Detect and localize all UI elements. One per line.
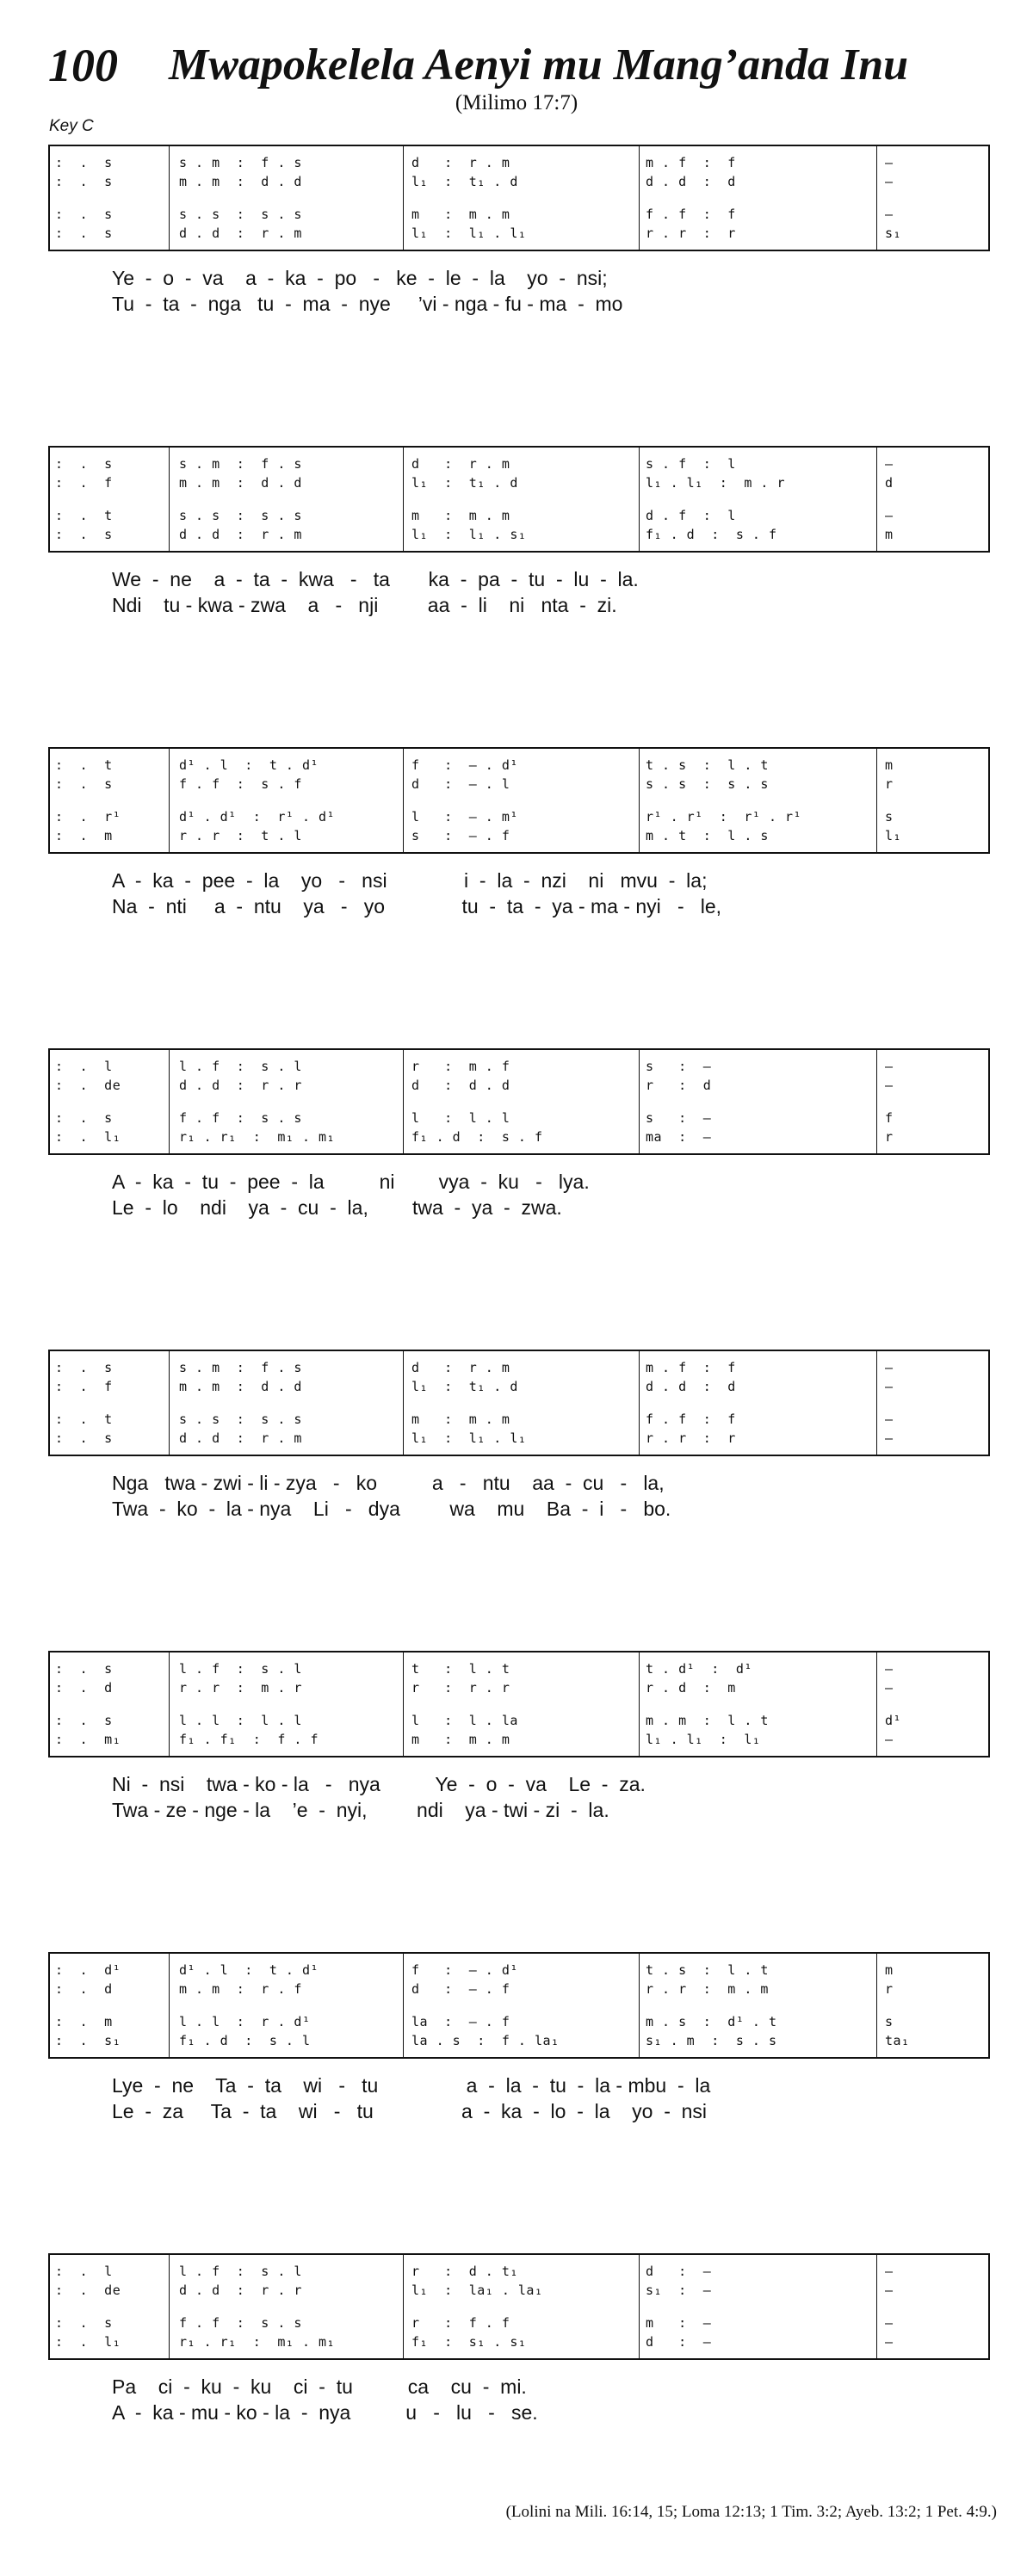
notation-cell: d : – . l (411, 776, 510, 792)
bar-line (639, 749, 640, 852)
notation-cell: : . s (55, 2315, 113, 2331)
notation-cell: : . m (55, 828, 113, 843)
notation-cell: : . t (55, 1412, 113, 1427)
music-system (48, 1651, 990, 1757)
notation-cell: f₁ . f₁ : f . f (179, 1732, 319, 1747)
notation-cell: : . s (55, 527, 113, 542)
notation-cell: : . m₁ (55, 1732, 121, 1747)
lyric-line: Ndi tu - kwa - zwa a - nji aa - li ni nta - zi. (112, 594, 617, 616)
notation-cell: ma : — (646, 1129, 712, 1145)
notation-cell: : . s (55, 225, 113, 241)
notation-cell: d . d : d (646, 174, 736, 189)
bar-line (639, 1652, 640, 1756)
notation-cell: l . l : r . d¹ (179, 2014, 311, 2029)
notation-cell: : . r¹ (55, 809, 121, 825)
notation-cell: r₁ . r₁ : m₁ . m₁ (179, 1129, 336, 1145)
notation-cell: l : – . m¹ (411, 809, 518, 825)
notation-cell: r (885, 776, 894, 792)
notation-cell: : . s (55, 1713, 113, 1728)
notation-cell: l₁ . l₁ : l₁ (646, 1732, 761, 1747)
notation-cell: d¹ (885, 1713, 902, 1728)
notation-cell: m (885, 527, 894, 542)
bar-line (639, 2255, 640, 2358)
notation-cell: t : l . t (411, 1661, 510, 1677)
footer-references: (Lolini na Mili. 16:14, 15; Loma 12:13; 1 Tim. 3:2; Ayeb. 13:2; 1 Pet. 4:9.) (505, 2503, 997, 2521)
notation-cell: — (885, 1379, 894, 1394)
music-system (48, 1350, 990, 1456)
bar-line (169, 1954, 170, 2057)
notation-cell: m . t : l . s (646, 828, 769, 843)
notation-cell: — (885, 2264, 894, 2279)
notation-cell: : . f (55, 475, 113, 491)
notation-cell: d¹ . d¹ : r¹ . d¹ (179, 809, 336, 825)
notation-cell: s₁ : — (646, 2283, 712, 2298)
notation-cell: d . d : r . m (179, 1430, 302, 1446)
notation-cell: : . l₁ (55, 1129, 121, 1145)
hymn-number: 100 (48, 40, 118, 91)
notation-cell: : . l (55, 2264, 113, 2279)
notation-cell: l . f : s . l (179, 1059, 302, 1074)
notation-cell: — (885, 1661, 894, 1677)
notation-cell: — (885, 1430, 894, 1446)
notation-cell: d : r . m (411, 155, 510, 170)
notation-cell: : . t (55, 757, 113, 773)
notation-cell: ta₁ (885, 2033, 910, 2048)
notation-cell: — (885, 174, 894, 189)
notation-cell: : . s (55, 207, 113, 222)
notation-cell: r₁ . r₁ : m₁ . m₁ (179, 2334, 336, 2350)
notation-cell: — (885, 508, 894, 523)
notation-cell: s . f : l (646, 456, 736, 472)
notation-cell: : . de (55, 2283, 121, 2298)
bar-line (639, 1351, 640, 1455)
notation-cell: d . f : l (646, 508, 736, 523)
notation-cell: — (885, 1059, 894, 1074)
notation-cell: f : – . d¹ (411, 757, 518, 773)
notation-cell: s₁ (885, 225, 902, 241)
notation-cell: m . m : r . f (179, 1981, 302, 1997)
notation-cell: r (885, 1981, 894, 1997)
notation-cell: s (885, 2014, 894, 2029)
notation-cell: r . r : r (646, 225, 736, 241)
notation-cell: r¹ . r¹ : r¹ . r¹ (646, 809, 802, 825)
notation-cell: s₁ . m : s . s (646, 2033, 777, 2048)
notation-cell: : . f (55, 1379, 113, 1394)
notation-cell: t . s : l . t (646, 1962, 769, 1978)
notation-cell: : . s (55, 155, 113, 170)
bar-line (403, 146, 404, 250)
notation-cell: s : — (646, 1059, 712, 1074)
notation-cell: f₁ : s₁ . s₁ (411, 2334, 527, 2350)
notation-cell: d : d . d (411, 1078, 510, 1093)
hymn-title: Mwapokelela Aenyi mu Mang’anda Inu (169, 40, 909, 90)
notation-cell: l . l : l . l (179, 1713, 302, 1728)
music-system (48, 1952, 990, 2059)
notation-cell: s . m : f . s (179, 456, 302, 472)
bar-line (876, 1050, 877, 1153)
bar-line (403, 1050, 404, 1153)
bar-line (639, 1050, 640, 1153)
bar-line (169, 146, 170, 250)
notation-cell: d¹ . l : t . d¹ (179, 1962, 319, 1978)
notation-cell: l₁ : t₁ . d (411, 174, 518, 189)
notation-cell: s : — (646, 1110, 712, 1126)
notation-cell: f₁ . d : s . l (179, 2033, 311, 2048)
notation-cell: : . s (55, 1661, 113, 1677)
lyric-line: Lye - ne Ta - ta wi - tu a - la - tu - la - mbu - la (112, 2074, 711, 2097)
notation-cell: — (885, 2315, 894, 2331)
notation-cell: d : — (646, 2334, 712, 2350)
notation-cell: : . m (55, 2014, 113, 2029)
bar-line (169, 1652, 170, 1756)
notation-cell: l . f : s . l (179, 1661, 302, 1677)
notation-cell: l₁ : l₁ . s₁ (411, 527, 527, 542)
bar-line (403, 448, 404, 551)
lyric-line: Twa - ko - la - nya Li - dya wa mu Ba - i - bo. (112, 1498, 671, 1520)
lyric-line: Le - za Ta - ta wi - tu a - ka - lo - la yo - nsi (112, 2100, 708, 2122)
notation-cell: l : l . l (411, 1110, 510, 1126)
notation-cell: d . d : r . r (179, 2283, 302, 2298)
notation-cell: s . m : f . s (179, 1360, 302, 1375)
notation-cell: f . f : f (646, 207, 736, 222)
bar-line (403, 1652, 404, 1756)
notation-cell: — (885, 1360, 894, 1375)
notation-cell: : . t (55, 508, 113, 523)
notation-cell: m . f : f (646, 155, 736, 170)
notation-cell: : . l (55, 1059, 113, 1074)
bar-line (876, 146, 877, 250)
notation-cell: f . f : f (646, 1412, 736, 1427)
bar-line (169, 2255, 170, 2358)
music-system (48, 145, 990, 251)
notation-cell: l₁ : l₁ . l₁ (411, 225, 527, 241)
notation-cell: : . s₁ (55, 2033, 121, 2048)
notation-cell: d . d : r . r (179, 1078, 302, 1093)
notation-cell: m : m . m (411, 1732, 510, 1747)
notation-cell: m : m . m (411, 1412, 510, 1427)
notation-cell: : . s (55, 456, 113, 472)
notation-cell: m . s : d¹ . t (646, 2014, 777, 2029)
notation-cell: s . s : s . s (179, 1412, 302, 1427)
notation-cell: l₁ (885, 828, 902, 843)
bar-line (169, 749, 170, 852)
notation-cell: r . r : m . m (646, 1981, 769, 1997)
lyric-line: Le - lo ndi ya - cu - la, twa - ya - zwa. (112, 1196, 562, 1219)
notation-cell: m . m : d . d (179, 475, 302, 491)
notation-cell: : . s (55, 1360, 113, 1375)
notation-cell: — (885, 207, 894, 222)
notation-cell: d . d : r . m (179, 225, 302, 241)
key-signature: Key C (49, 117, 94, 135)
notation-cell: d : r . m (411, 456, 510, 472)
notation-cell: f : – . d¹ (411, 1962, 518, 1978)
notation-cell: f . f : s . s (179, 2315, 302, 2331)
notation-cell: f (885, 1110, 894, 1126)
notation-cell: r . r : t . l (179, 828, 302, 843)
notation-cell: d . d : d (646, 1379, 736, 1394)
lyric-line: A - ka - tu - pee - la ni vya - ku - lya. (112, 1171, 590, 1193)
notation-cell: f₁ . d : s . f (411, 1129, 543, 1145)
notation-cell: la : – . f (411, 2014, 510, 2029)
notation-cell: : . d¹ (55, 1962, 121, 1978)
notation-cell: : . s (55, 1110, 113, 1126)
notation-cell: : . s (55, 776, 113, 792)
notation-cell: — (885, 2283, 894, 2298)
notation-cell: : . l₁ (55, 2334, 121, 2350)
bar-line (169, 1050, 170, 1153)
notation-cell: r . r : m . r (179, 1680, 302, 1696)
notation-cell: s . m : f . s (179, 155, 302, 170)
notation-cell: : . de (55, 1078, 121, 1093)
notation-cell: d : r . m (411, 1360, 510, 1375)
lyric-line: Ye - o - va a - ka - po - ke - le - la yo - nsi; (112, 267, 608, 289)
notation-cell: la . s : f . la₁ (411, 2033, 560, 2048)
notation-cell: d (885, 475, 894, 491)
notation-cell: m . m : l . t (646, 1713, 769, 1728)
notation-cell: : . d (55, 1680, 113, 1696)
notation-cell: r : d . t₁ (411, 2264, 518, 2279)
lyric-line: Na - nti a - ntu ya - yo tu - ta - ya - ma - nyi - le, (112, 895, 722, 917)
notation-cell: — (885, 456, 894, 472)
lyric-line: A - ka - mu - ko - la - nya u - lu - se. (112, 2401, 538, 2424)
notation-cell: — (885, 2334, 894, 2350)
lyric-line: Nga twa - zwi - li - zya - ko a - ntu aa - cu - la, (112, 1472, 665, 1494)
notation-cell: r . r : r (646, 1430, 736, 1446)
notation-cell: m . f : f (646, 1360, 736, 1375)
music-system (48, 2253, 990, 2360)
bar-line (876, 1954, 877, 2057)
notation-cell: — (885, 1078, 894, 1093)
notation-cell: — (885, 1680, 894, 1696)
bar-line (169, 1351, 170, 1455)
notation-cell: l : l . la (411, 1713, 518, 1728)
notation-cell: m : m . m (411, 207, 510, 222)
bar-line (876, 1652, 877, 1756)
notation-cell: d¹ . l : t . d¹ (179, 757, 319, 773)
notation-cell: l₁ : l₁ . l₁ (411, 1430, 527, 1446)
notation-cell: l₁ : t₁ . d (411, 475, 518, 491)
notation-cell: — (885, 1412, 894, 1427)
notation-cell: r (885, 1129, 894, 1145)
bar-line (876, 448, 877, 551)
notation-cell: m . m : d . d (179, 174, 302, 189)
notation-cell: r : r . r (411, 1680, 510, 1696)
notation-cell: : . s (55, 1430, 113, 1446)
notation-cell: : . d (55, 1981, 113, 1997)
scripture-reference: (Milimo 17:7) (455, 91, 578, 114)
bar-line (876, 749, 877, 852)
bar-line (403, 749, 404, 852)
notation-cell: f . f : s . f (179, 776, 302, 792)
notation-cell: m : m . m (411, 508, 510, 523)
lyric-line: A - ka - pee - la yo - nsi i - la - nzi ni mvu - la; (112, 869, 708, 892)
bar-line (639, 448, 640, 551)
notation-cell: : . s (55, 174, 113, 189)
bar-line (639, 1954, 640, 2057)
notation-cell: s . s : s . s (179, 508, 302, 523)
notation-cell: t . s : l . t (646, 757, 769, 773)
notation-cell: f . f : s . s (179, 1110, 302, 1126)
notation-cell: t . d¹ : d¹ (646, 1661, 752, 1677)
notation-cell: s . s : s . s (646, 776, 769, 792)
notation-cell: — (885, 1732, 894, 1747)
bar-line (876, 2255, 877, 2358)
notation-cell: l . f : s . l (179, 2264, 302, 2279)
notation-cell: s (885, 809, 894, 825)
notation-cell: — (885, 155, 894, 170)
notation-cell: s . s : s . s (179, 207, 302, 222)
lyric-line: Twa - ze - nge - la ’e - nyi, ndi ya - twi - zi - la. (112, 1799, 609, 1821)
notation-cell: r : f . f (411, 2315, 510, 2331)
music-system (48, 747, 990, 854)
bar-line (169, 448, 170, 551)
bar-line (639, 146, 640, 250)
notation-cell: m . m : d . d (179, 1379, 302, 1394)
notation-cell: f₁ . d : s . f (646, 527, 777, 542)
notation-cell: d : – . f (411, 1981, 510, 1997)
bar-line (876, 1351, 877, 1455)
notation-cell: l₁ : t₁ . d (411, 1379, 518, 1394)
lyric-line: We - ne a - ta - kwa - ta ka - pa - tu - lu - la. (112, 568, 639, 590)
bar-line (403, 1351, 404, 1455)
notation-cell: m (885, 757, 894, 773)
notation-cell: r : d (646, 1078, 712, 1093)
notation-cell: d . d : r . m (179, 527, 302, 542)
lyric-line: Pa ci - ku - ku ci - tu ca cu - mi. (112, 2375, 527, 2398)
bar-line (403, 1954, 404, 2057)
bar-line (403, 2255, 404, 2358)
notation-cell: m (885, 1962, 894, 1978)
music-system (48, 446, 990, 553)
notation-cell: d : — (646, 2264, 712, 2279)
notation-cell: l₁ : la₁ . la₁ (411, 2283, 543, 2298)
notation-cell: m : — (646, 2315, 712, 2331)
notation-cell: r : m . f (411, 1059, 510, 1074)
lyric-line: Tu - ta - nga tu - ma - nye ’vi - nga - fu - ma - mo (112, 293, 623, 315)
notation-cell: s : – . f (411, 828, 510, 843)
music-system (48, 1048, 990, 1155)
notation-cell: l₁ . l₁ : m . r (646, 475, 786, 491)
notation-cell: r . d : m (646, 1680, 736, 1696)
lyric-line: Ni - nsi twa - ko - la - nya Ye - o - va Le - za. (112, 1773, 646, 1795)
